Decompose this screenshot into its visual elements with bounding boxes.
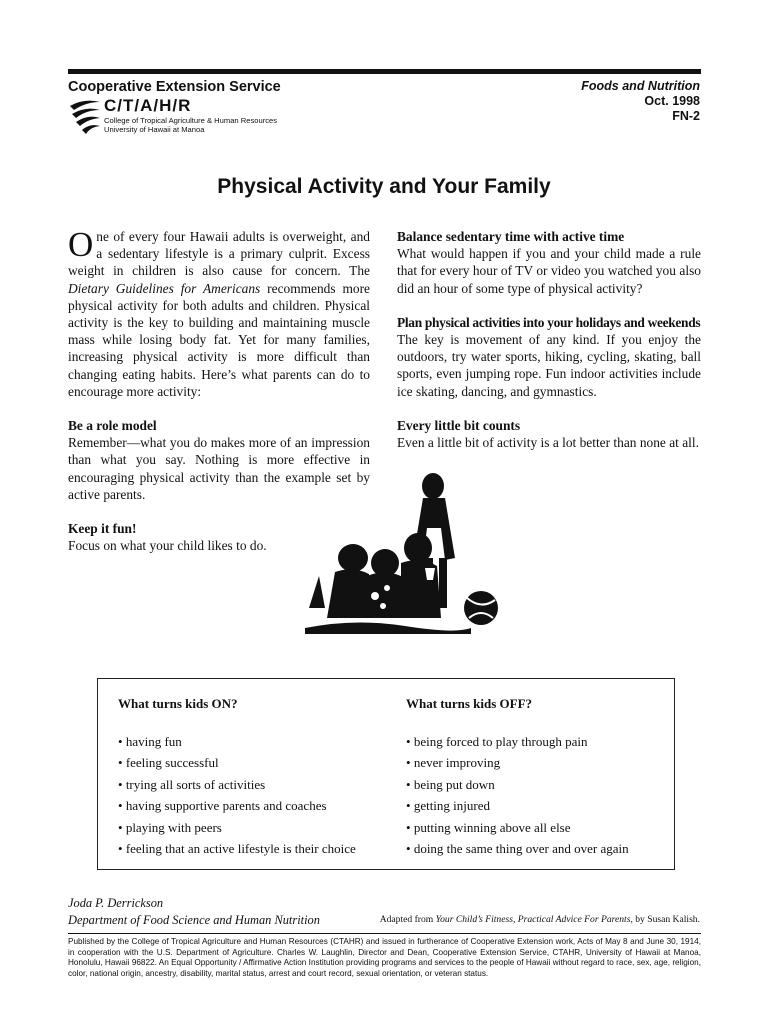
footer-rule — [68, 933, 701, 934]
source-title: Your Child’s Fitness, Practical Advice For Parents, — [435, 914, 633, 925]
section-heading: Balance sedentary time with active time — [397, 229, 625, 244]
logo-college: College of Tropical Agriculture & Human Resources — [104, 116, 278, 125]
list-item: • feeling successful — [118, 752, 356, 774]
list-item: • having fun — [118, 731, 356, 753]
list-item: • playing with peers — [118, 817, 356, 839]
logo-university: University of Hawaii at Manoa — [104, 125, 205, 134]
list-item: • putting winning above all else — [406, 817, 629, 839]
turns-off-column — [406, 693, 629, 860]
drop-cap: O — [68, 225, 94, 264]
section-heading: Every little bit counts — [397, 417, 521, 433]
date: Oct. 1998 — [644, 94, 700, 108]
children-playing-illustration — [305, 468, 505, 640]
turns-on-heading: What turns kids ON? — [118, 696, 238, 711]
list-item: • having supportive parents and coaches — [118, 795, 356, 817]
section-body: Remember—what you do makes more of an impression than what you say. Nothing is more effective in encouraging physical activity than the example set by active parents. — [68, 435, 370, 502]
section-heading: Be a role model — [68, 418, 157, 434]
page-title: Physical Activity and Your Family — [217, 175, 551, 198]
list-item: • never improving — [406, 752, 629, 774]
author-department: Department of Food Science and Human Nutrition — [68, 913, 320, 927]
publication-footer: Published by the College of Tropical Agriculture and Human Resources (CTAHR) and issued in furtherance of Cooperative Extension work, Acts of May 8 and June 30, 1914, in cooperation with the U.S. Department of Agriculture. Charles W. Laughlin, Director and Dean, Cooperative Extension Service, CTAHR, University of Hawaii at Manoa, Honolulu, Hawaii 96822. An Equal Opportunity / Affirmative Action Institution providing programs and services to the people of Hawaii without regard to race, sex, age, religion, color, national origin, ancestry, disability, marital status, arrest and court record, sexual orientation, or veteran status. — [68, 937, 701, 978]
logo-title: C/T/A/H/R — [104, 96, 192, 115]
turns-off-heading: What turns kids OFF? — [406, 696, 533, 711]
publication-code: FN-2 — [672, 109, 700, 123]
section-body: Focus on what your child likes to do. — [68, 538, 267, 554]
list-item: • getting injured — [406, 795, 629, 817]
ctahr-logo — [68, 98, 318, 138]
section-body: The key is movement of any kind. If you enjoy the outdoors, try water sports, hiking, cycling, skating, ball sports, even jumping rope. Fun indoor activities include ice skating, dancing, and gymnastics. — [397, 332, 701, 399]
author-block — [68, 895, 320, 929]
list-item: • being forced to play through pain — [406, 731, 629, 753]
list-item: • being put down — [406, 774, 629, 796]
list-item: • trying all sorts of activities — [118, 774, 356, 796]
list-item: • doing the same thing over and over again — [406, 838, 629, 860]
turns-on-list — [118, 731, 356, 860]
section-body: Even a little bit of activity is a lot better than none at all. — [397, 435, 699, 451]
turns-kids-on-off-box — [97, 678, 675, 870]
publication-meta — [581, 79, 700, 124]
section-body: What would happen if you and your child made a rule that for every hour of TV or video you watched you also did an hour of some type of physical activity? — [397, 246, 701, 296]
header-rule — [68, 69, 701, 74]
right-column — [397, 228, 701, 451]
section-heading: Keep it fun! — [68, 521, 137, 537]
list-item: • feeling that an active lifestyle is their choice — [118, 838, 356, 860]
swoosh-icon — [68, 98, 102, 136]
adapted-credit: Adapted from Your Child’s Fitness, Practical Advice For Parents, by Susan Kalish. — [379, 914, 700, 925]
guidelines-title: Dietary Guidelines for Americans — [68, 280, 261, 296]
section-heading: Plan physical activities into your holidays and weekends — [397, 314, 701, 330]
turns-off-list — [406, 731, 629, 860]
org-name: Cooperative Extension Service — [68, 79, 281, 95]
turns-on-column — [118, 693, 356, 860]
author-name: Joda P. Derrickson — [68, 896, 164, 910]
intro-paragraph: One of every four Hawaii adults is overweight, and a sedentary lifestyle is a primary culprit. Excess weight in children is also cause for concern. The Dietary Guidelines for Americans recommends more physical activity for both adults and children. Physical activity is the key to building and maintaining muscle mass while losing body fat. Yet for many families, increasing physical activity is more difficult than changing eating habits. Here’s what parents can do to encourage more activity: — [68, 225, 370, 399]
category: Foods and Nutrition — [581, 79, 700, 93]
